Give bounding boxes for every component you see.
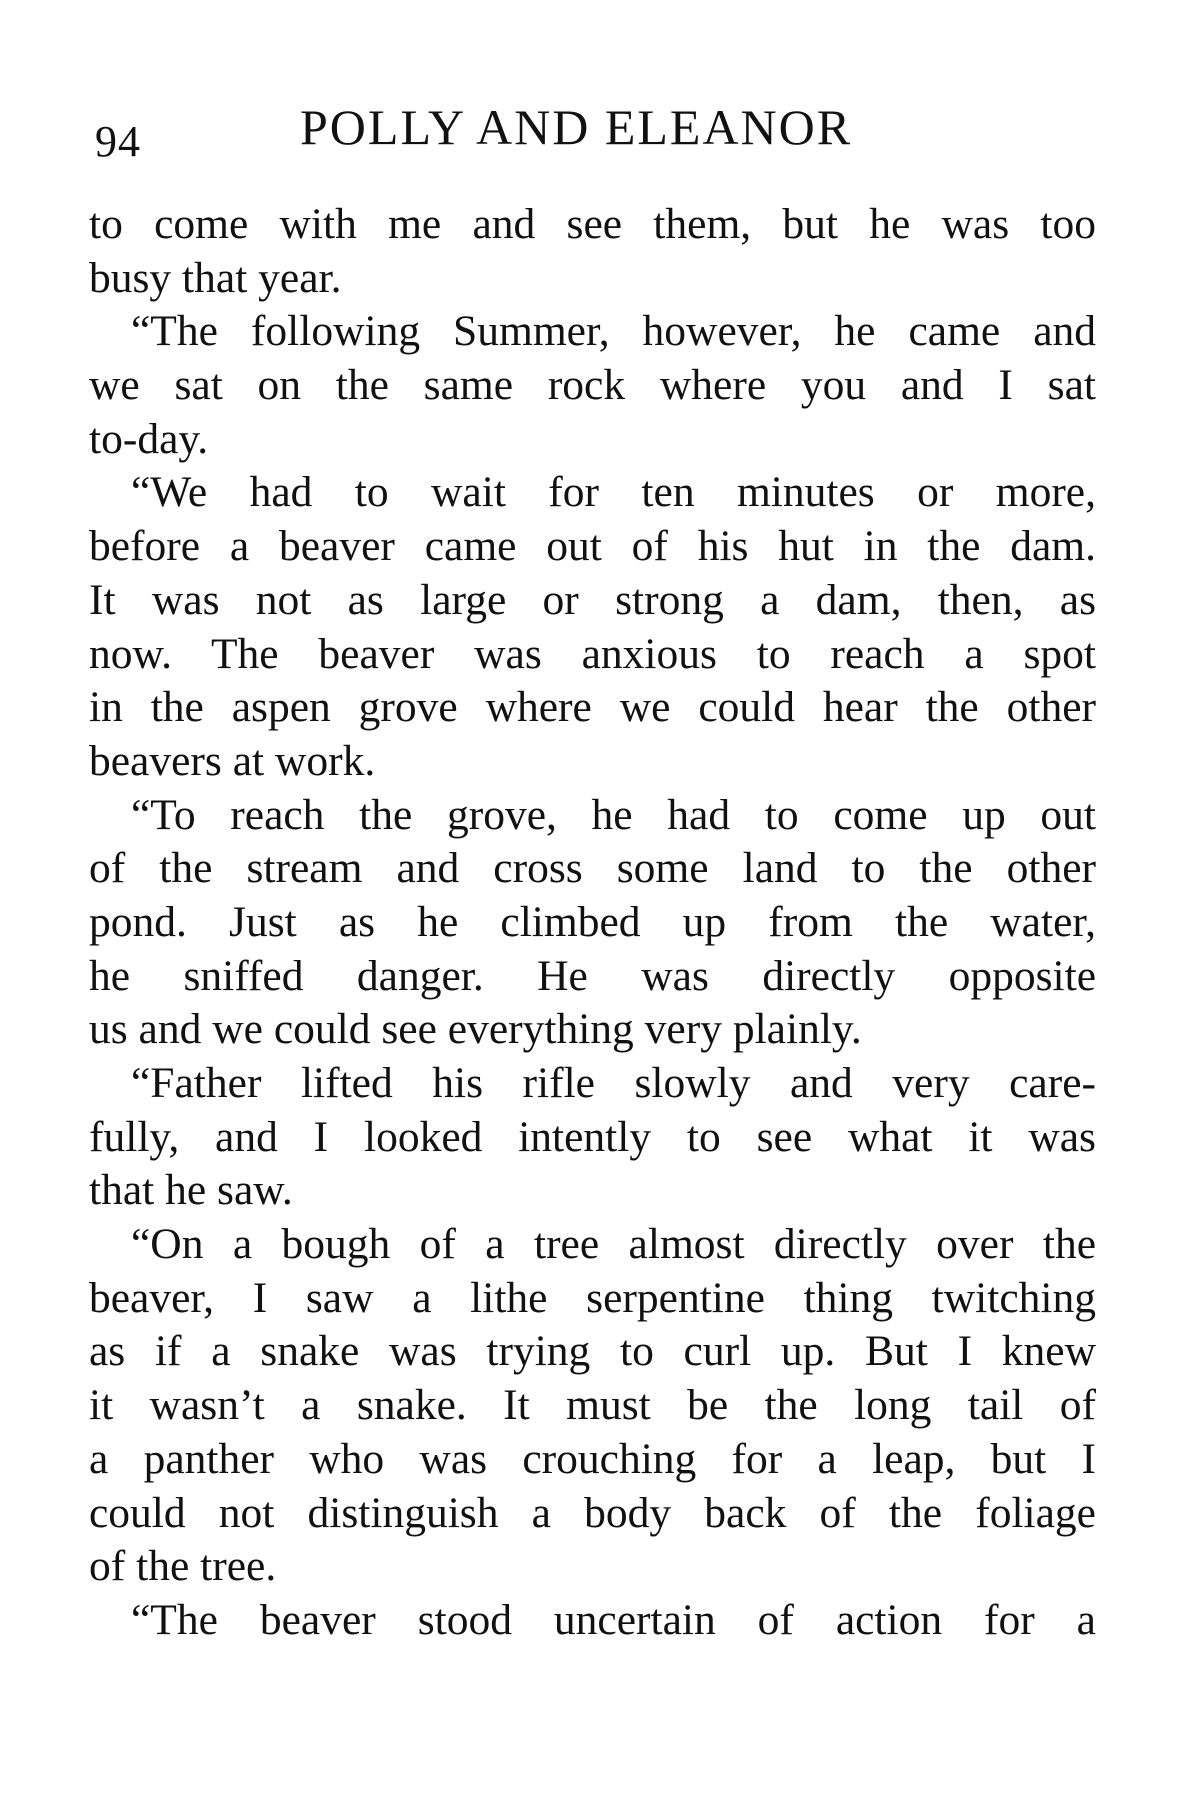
text-line: It was not as large or strong a dam, then, as xyxy=(89,575,1096,624)
text-line: a panther who was crouching for a leap, but I xyxy=(89,1434,1096,1483)
text-line: “To reach the grove, he had to come up out xyxy=(131,790,1096,839)
text-line: in the aspen grove where we could hear the other xyxy=(89,683,1096,732)
text-line: us and we could see everything very plainly. xyxy=(89,1005,862,1054)
text-line: of the tree. xyxy=(89,1542,277,1591)
text-line: could not distinguish a body back of the foliage xyxy=(89,1488,1096,1537)
text-line: before a beaver came out of his hut in the dam. xyxy=(89,522,1096,571)
text-line: busy that year. xyxy=(89,253,342,302)
text-line: pond. Just as he climbed up from the water, xyxy=(89,897,1096,946)
text-line: “On a bough of a tree almost directly over the xyxy=(131,1220,1096,1269)
text-line: of the stream and cross some land to the other xyxy=(89,844,1096,893)
running-title: POLLY AND ELEANOR xyxy=(300,99,853,155)
body-text xyxy=(89,198,1096,1648)
text-line: now. The beaver was anxious to reach a spot xyxy=(89,629,1096,678)
text-line: he sniffed danger. He was directly opposite xyxy=(89,951,1096,1000)
text-line: “The beaver stood uncertain of action for a xyxy=(131,1595,1096,1644)
text-line: to come with me and see them, but he was too xyxy=(89,200,1096,248)
text-line: beavers at work. xyxy=(89,736,376,785)
text-line: it wasn’t a snake. It must be the long tail of xyxy=(89,1381,1096,1430)
page-number: 94 xyxy=(95,117,141,166)
text-line: we sat on the same rock where you and I sat xyxy=(89,361,1096,410)
text-line: “We had to wait for ten minutes or more, xyxy=(131,468,1096,517)
text-line: “The following Summer, however, he came and xyxy=(131,307,1096,356)
text-line: “Father lifted his rifle slowly and very care- xyxy=(131,1059,1096,1107)
text-line: fully, and I looked intently to see what it was xyxy=(89,1112,1096,1161)
text-line: that he saw. xyxy=(89,1166,293,1215)
text-line: beaver, I saw a lithe serpentine thing twitching xyxy=(89,1273,1096,1322)
text-line: to-day. xyxy=(89,414,209,463)
page-header xyxy=(95,98,1095,168)
text-line: as if a snake was trying to curl up. But I knew xyxy=(89,1327,1096,1376)
